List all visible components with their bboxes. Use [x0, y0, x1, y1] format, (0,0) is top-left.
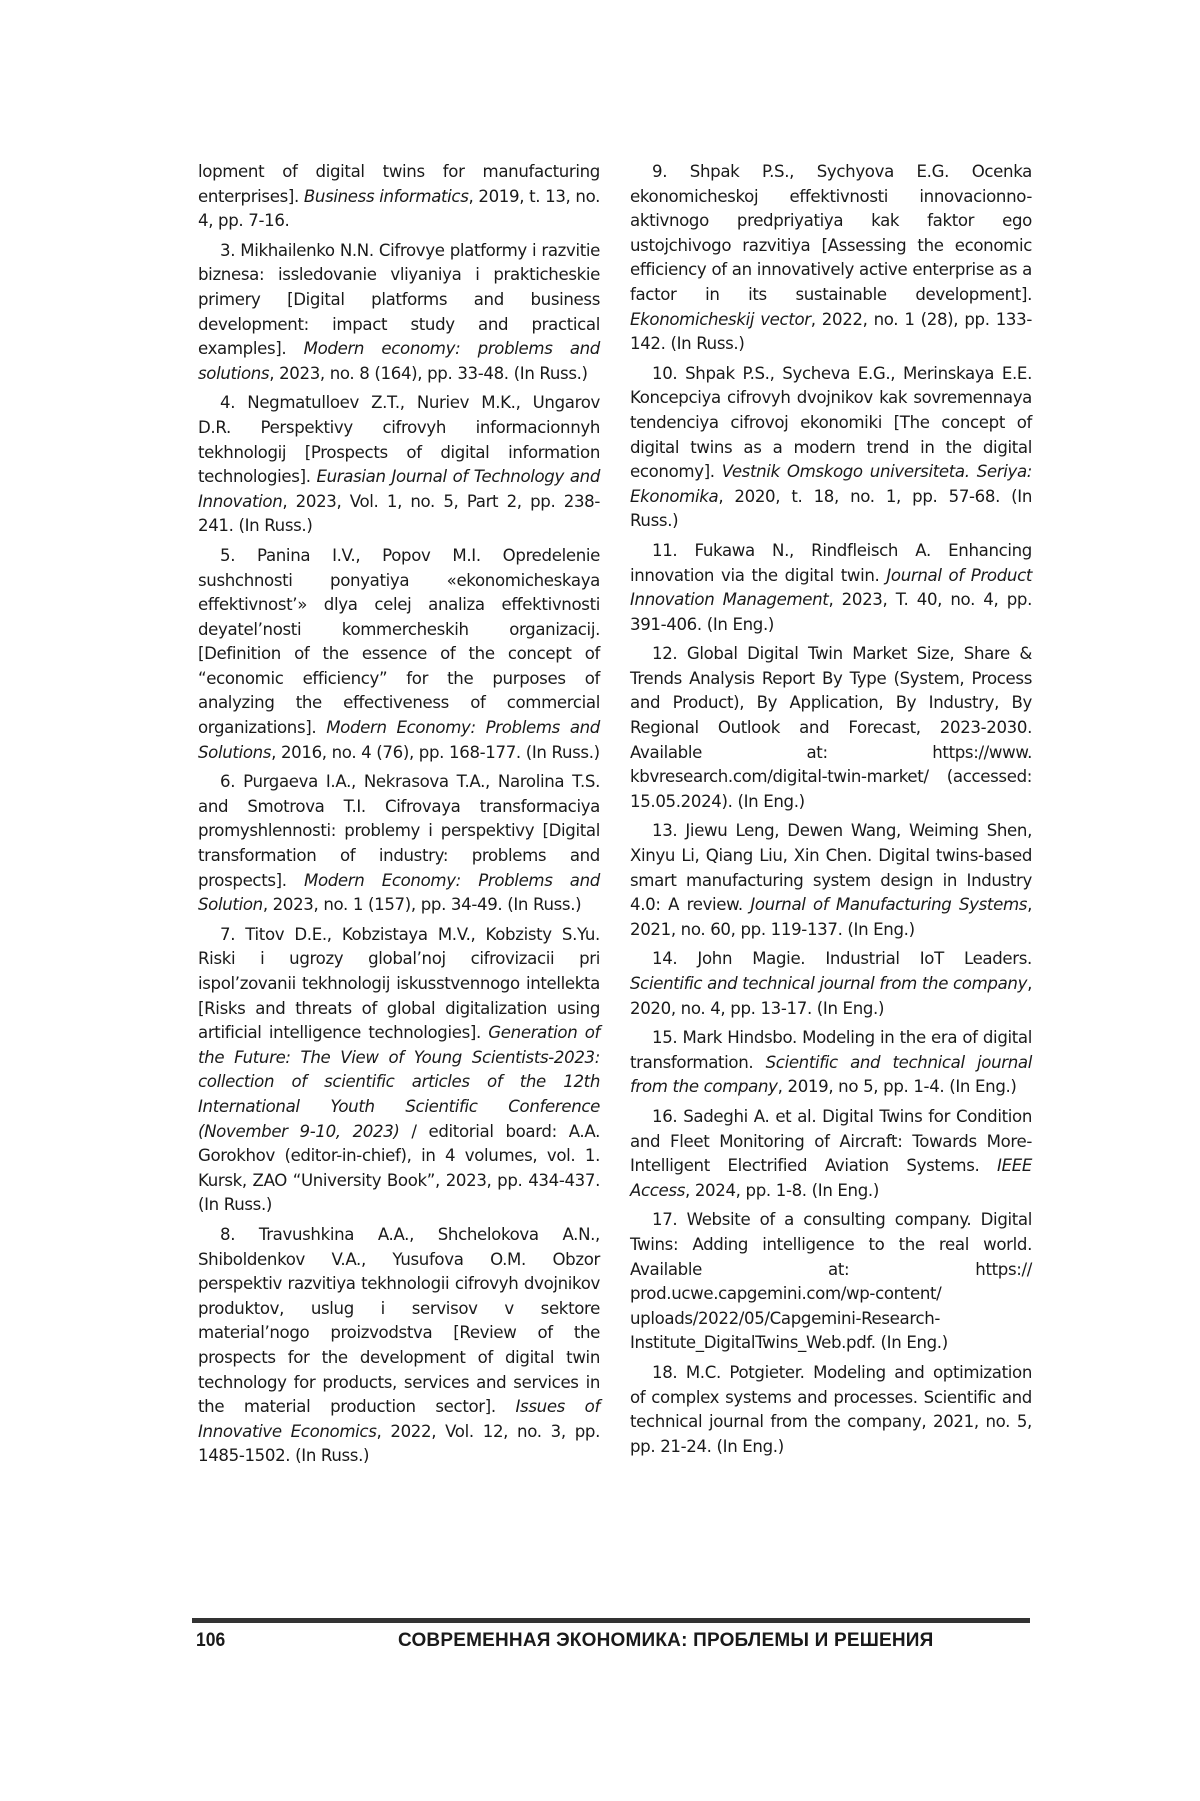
- reference-source-title: Vestnik Omskogo universiteta. Seriya: Ekonomika: [630, 462, 1032, 506]
- reference-text: 13. Jiewu Leng, Dewen Wang, Weiming Shen, Xinyu Li, Qiang Liu, Xin Chen. Digital twins-based smart manufacturing system design in Industry 4.0: A review.: [630, 821, 1032, 915]
- reference-item: [630, 947, 1032, 1021]
- reference-text: 5. Panina I.V., Popov M.I. Opredelenie sushchnosti ponyatiya «ekonomicheskaya effektivnost’» dlya celej analiza effektivnosti deyatel’nosti kommercheskih organizacij. [Definition of the essence of the concept of “economic efficiency” for the purposes of analyzing the effectiveness of commercial organizations].: [198, 545, 600, 738]
- reference-text: 4. Negmatulloev Z.T., Nuriev M.K., Ungarov D.R. Perspektivy cifrovyh informacionnyh tekhnologij [Prospects of digital information technologies].: [198, 393, 600, 487]
- reference-text: 7. Titov D.E., Kobzistaya M.V., Kobzisty S.Yu. Riski i ugrozy global’noj cifrovizacii pri ispol’zovanii tekhnologij iskusstvennogo intellekta [Risks and threats of global digitalization using artificial intelligence technologies].: [198, 924, 600, 1043]
- reference-text: 15. Mark Hindsbo. Modeling in the era of digital transformation.: [630, 1028, 1032, 1072]
- references-right-column: [630, 160, 1032, 1464]
- references-left-column: [198, 160, 600, 1474]
- reference-text: , 2024, pp. 1-8. (In Eng.): [685, 1180, 879, 1200]
- reference-text: , 2022, no. 1 (28), pp. 133-142. (In Russ.): [630, 309, 1032, 354]
- reference-text: 16. Sadeghi A. et al. Digital Twins for Condition and Fleet Monitoring of Aircraft: Towards More-Intelligent Electrified Aviation Systems.: [630, 1106, 1032, 1176]
- reference-text: 10. Shpak P.S., Sycheva E.G., Merinskaya E.E. Koncepciya cifrovyh dvojnikov kak sovremennaya tendenciya cifrovoj ekonomiki [The concept of digital twins as a modern trend in the digital economy].: [630, 363, 1032, 482]
- reference-text: , 2023, T. 40, no. 4, pp. 391-406. (In Eng.): [630, 590, 1032, 634]
- reference-text: , 2023, no. 8 (164), pp. 33-48. (In Russ.): [269, 363, 588, 383]
- reference-text: , 2021, no. 60, pp. 119-137. (In Eng.): [630, 895, 1032, 939]
- reference-item: [630, 1105, 1032, 1203]
- reference-text: 9. Shpak P.S., Sychyova E.G. Ocenka ekonomicheskoj effektivnosti innovacionno-aktivnogo predpriyatiya kak faktor ego ustojchivogo razvitiya [Assessing the economic efficiency of an innovatively active enterprise as a factor in its sustainable development].: [630, 162, 1032, 304]
- reference-item: [630, 642, 1032, 814]
- reference-source-title: Modern Economy: Problems and Solution: [198, 870, 600, 915]
- reference-text: , 2019, t. 13, no. 4, pp. 7-16.: [198, 186, 600, 231]
- reference-item: [198, 160, 600, 234]
- reference-text: 11. Fukawa N., Rindfleisch A. Enhancing innovation via the digital twin.: [630, 540, 1032, 585]
- reference-text: , 2023, no. 1 (157), pp. 34-49. (In Russ.): [262, 895, 582, 915]
- reference-source-title: Scientific and technical journal from the company: [630, 1052, 1032, 1097]
- reference-text: , 2019, no 5, pp. 1-4. (In Eng.): [777, 1077, 1017, 1097]
- reference-source-title: Issues of Innovative Economics: [198, 1397, 600, 1441]
- reference-source-title: Modern Economy: Problems and Solutions: [198, 718, 600, 762]
- reference-text: 6. Purgaeva I.A., Nekrasova T.A., Narolina T.S. and Smotrova T.I. Cifrovaya transformaciya promyshlennosti: problemy i perspektivy [Digital transformation of industry: problems and prospects].: [198, 772, 600, 890]
- reference-item: [198, 544, 600, 765]
- reference-source-title: Generation of the Future: The View of Young Scientists-2023: collection of scientific articles of the 12th International Youth Scientific Conference (November 9-10, 2023): [198, 1023, 601, 1141]
- reference-source-title: Eurasian Journal of Technology and Innovation: [198, 467, 600, 511]
- page-number: 106: [196, 1630, 226, 1651]
- reference-text: 3. Mikhailenko N.N. Cifrovye platformy i razvitie biznesa: issledovanie vliyaniya i prakticheskie primery [Digital platforms and business development: impact study and practical examples].: [198, 240, 600, 359]
- reference-text: 8. Travushkina A.A., Shchelokova A.N., Shiboldenkov V.A., Yusufova O.M. Obzor perspektiv razvitiya tekhnologii cifrovyh dvojnikov produktov, uslug i servisov v sektore material’nogo proizvodstva [Review of the prospects for the development of digital twin technology for products, services and services in the material production sector].: [198, 1224, 600, 1417]
- reference-item: [630, 160, 1032, 357]
- reference-text: , 2016, no. 4 (76), pp. 168-177. (In Russ.): [271, 742, 600, 762]
- reference-item: [198, 923, 600, 1218]
- reference-source-title: IEEE Access: [630, 1156, 1032, 1200]
- reference-item: [630, 362, 1032, 534]
- reference-item: [630, 1208, 1032, 1356]
- reference-item: [198, 1223, 600, 1469]
- reference-item: [198, 239, 600, 387]
- reference-source-title: Ekonomicheskij vector: [630, 309, 811, 329]
- reference-source-title: Business informatics: [303, 186, 469, 206]
- reference-item: [630, 1026, 1032, 1100]
- reference-source-title: Journal of Product Innovation Management: [630, 565, 1032, 610]
- reference-source-title: Scientific and technical journal from the company: [630, 974, 1028, 993]
- reference-item: [630, 819, 1032, 942]
- reference-text: 12. Global Digital Twin Market Size, Share & Trends Analysis Report By Type (System, Process and Product), By Application, By Industry, By Regional Outlook and Forecast, 2023-2030. Available at: https://www. kbvresearch.com/digital-twin-market/ (accessed: 15.05.2024). (In Eng.): [630, 644, 1032, 811]
- reference-text: , 2022, Vol. 12, no. 3, pp. 1485-1502. (In Russ.): [198, 1421, 600, 1466]
- reference-item: [630, 1361, 1032, 1459]
- reference-text: , 2020, no. 4, pp. 13-17. (In Eng.): [630, 974, 1032, 1018]
- reference-text: , 2023, Vol. 1, no. 5, Part 2, pp. 238-241. (In Russ.): [198, 491, 600, 536]
- reference-text: / editorial board: A.A. Gorokhov (editor-in-chief), in 4 volumes, vol. 1. Kursk, ZAO “University Book”, 2023, pp. 434-437. (In Russ.): [198, 1121, 600, 1215]
- footer-rule: [192, 1618, 1030, 1623]
- journal-title: СОВРЕМЕННАЯ ЭКОНОМИКА: ПРОБЛЕМЫ И РЕШЕНИЯ: [398, 1630, 934, 1651]
- reference-source-title: Modern economy: problems and solutions: [198, 339, 600, 383]
- reference-text: 18. M.C. Potgieter. Modeling and optimization of complex systems and processes. Scientific and technical journal from the company, 2021, no. 5, pp. 21-24. (In Eng.): [630, 1362, 1032, 1456]
- reference-item: [198, 770, 600, 918]
- reference-text: 17. Website of a consulting company. Digital Twins: Adding intelligence to the real world. Available at: https:// prod.ucwe.capgemini.com/wp-content/ uploads/2022/05/Capgemini-Research-Institute_DigitalTwins_Web.pdf. (In Eng.): [630, 1210, 1032, 1353]
- reference-text: , 2020, t. 18, no. 1, pp. 57-68. (In Russ.): [630, 486, 1032, 531]
- reference-text: 14. John Magie. Industrial IoT Leaders.: [652, 949, 1032, 969]
- reference-item: [198, 391, 600, 539]
- reference-item: [630, 539, 1032, 637]
- reference-text: lopment of digital twins for manufacturing enterprises].: [198, 162, 600, 206]
- reference-source-title: Journal of Manufacturing Systems: [750, 895, 1028, 915]
